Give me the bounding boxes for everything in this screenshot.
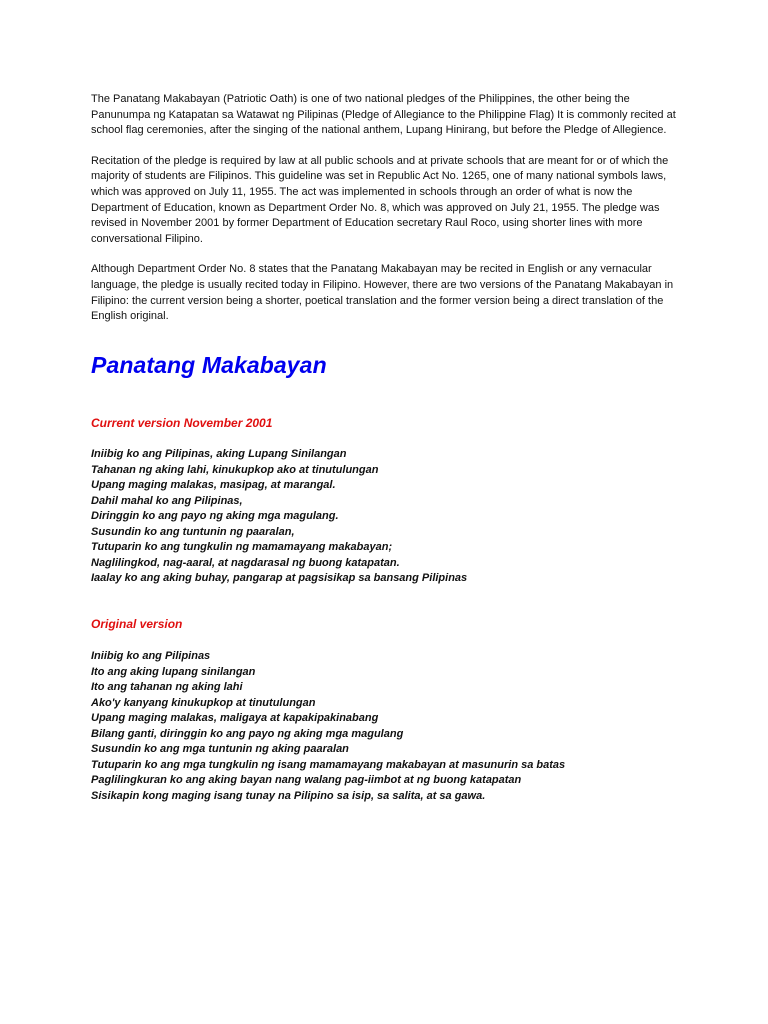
document-title: Panatang Makabayan [91, 352, 327, 378]
verse-line: Sisikapin kong maging isang tunay na Pilipino sa isip, sa salita, at sa gawa. [91, 789, 486, 802]
verse-line: Iniibig ko ang Pilipinas [91, 650, 211, 662]
verse-line: Upang maging malakas, maligaya at kapakipakinabang [91, 712, 379, 724]
original-version-heading: Original version [91, 617, 183, 631]
verse-line: Ito ang aking lupang sinilangan [91, 665, 256, 678]
verse-line: Ito ang tahanan ng aking lahi [91, 681, 243, 693]
intro-section [91, 92, 691, 325]
intro-paragraph-3: Although Department Order No. 8 states that the Panatang Makabayan may be recited in English or any vernacular language, the pledge is usually recited today in Filipino. However, there are two versions of the Panatang Makabayan in Filipino: the current version being a shorter, poetical translation and the former version being a direct translation of the English original. [91, 263, 674, 323]
verse-line: Susundin ko ang mga tuntunin ng aking paaralan [91, 743, 349, 755]
verse-line: Bilang ganti, diringgin ko ang payo ng aking mga magulang [91, 727, 404, 740]
current-version-verse [91, 447, 467, 587]
verse-line: Iaalay ko ang aking buhay, pangarap at pagsisikap sa bansang Pilipinas [91, 572, 468, 584]
verse-line: Iniibig ko ang Pilipinas, aking Lupang Sinilangan [91, 448, 347, 460]
verse-line: Susundin ko ang tuntunin ng paaralan, [91, 525, 295, 538]
verse-line: Dahil mahal ko ang Pilipinas, [91, 494, 243, 507]
verse-line: Paglilingkuran ko ang aking bayan nang walang pag-iimbot at ng buong katapatan [91, 774, 522, 786]
verse-line: Tutuparin ko ang tungkulin ng mamamayang makabayan; [91, 541, 393, 553]
verse-line: Diringgin ko ang payo ng aking mga magulang. [91, 510, 339, 522]
verse-line: Upang maging malakas, masipag, at marangal. [91, 479, 336, 491]
verse-line: Ako'y kanyang kinukupkop at tinutulungan [91, 696, 316, 709]
verse-line: Tahanan ng aking lahi, kinukupkop ako at tinutulungan [91, 463, 379, 476]
verse-line: Tutuparin ko ang mga tungkulin ng isang mamamayang makabayan at masunurin sa batas [91, 758, 566, 771]
verse-line: Naglilingkod, nag-aaral, at nagdarasal ng buong katapatan. [91, 556, 400, 569]
original-version-verse [91, 649, 565, 804]
intro-paragraph-2: Recitation of the pledge is required by law at all public schools and at private schools that are meant for or of which the majority of students are Filipinos. This guideline was set in Republic Act No. 1265, one of many national symbols laws, which was approved on July 11, 1955. The act was implemented in schools through an order of what is now the Department of Education, known as Department Order No. 8, which was approved on July 21, 1955. The pledge was revised in November 2001 by former Department of Education secretary Raul Roco, using shorter lines with more conversational Filipino. [91, 154, 669, 245]
intro-paragraph-1: The Panatang Makabayan (Patriotic Oath) is one of two national pledges of the Philippines, the other being the Panunumpa ng Katapatan sa Watawat ng Pilipinas (Pledge of Allegiance to the Philippine Flag) It is commonly recited at school flag ceremonies, after the singing of the national anthem, Lupang Hinirang, but before the Pledge of Allegience. [91, 93, 676, 137]
current-version-heading: Current version November 2001 [91, 416, 273, 430]
